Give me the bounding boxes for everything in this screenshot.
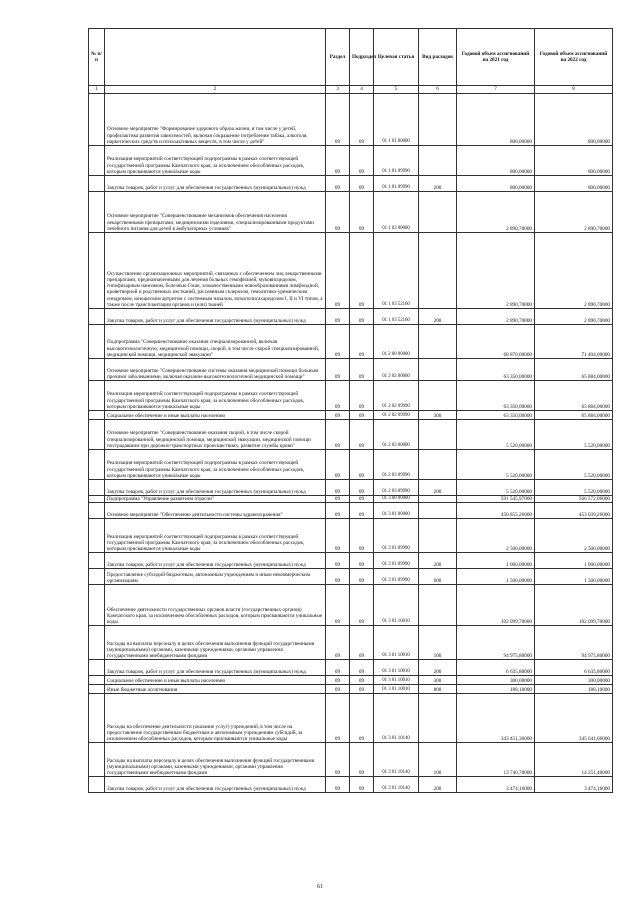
budget-table [88,28,613,793]
cell-num [89,660,105,676]
cell-target-article: 01 3 01 10010 [374,626,419,660]
cell-razdel: 09 [326,569,350,585]
cell-amount-2021: 6 635,80000 [457,660,535,676]
cell-target-article: 01 3 01 10010 [374,685,419,694]
cell-num [89,146,105,176]
cell-amount-2022: 800,00000 [535,146,613,176]
table-row [89,743,613,777]
cell-podrazdel: 09 [350,496,374,503]
cell-amount-2022: 65 884,00000 [535,411,613,420]
cell-amount-2022: 345 641,66000 [535,694,613,743]
cell-amount-2022: 5 520,00000 [535,450,613,480]
cell-num [89,325,105,359]
cell-name: Предоставление субсидий бюджетным, автономным учреждениям и иным некоммерческим организациям [105,569,326,585]
cell-razdel: 09 [326,777,350,793]
cell-razdel: 09 [326,685,350,694]
cell-target-article: 01 3 01 09990 [374,519,419,553]
cell-expense-type [419,233,457,309]
cell-name: Расходы на обеспечение деятельности (оказание услуг) учреждений, в том числе на предоставление государственным бюджетным и автономным учреждениям субсидий, за исключением обособленных расходов, которым присваиваются уникальные коды [105,694,326,743]
col-number: 3 [326,86,350,94]
col-number: 1 [89,86,105,94]
cell-name: Реализация мероприятий соответствующей подпрограммы в рамках соответствующей государственной программы Камчатского края, за исключением обособленных расходов, которым присваиваются уникальные коды [105,450,326,480]
cell-amount-2022: 453 039,26000 [535,503,613,519]
cell-num [89,480,105,496]
cell-expense-type [419,420,457,450]
cell-razdel: 09 [326,519,350,553]
cell-target-article: 01 3 01 10010 [374,660,419,676]
header-target-article: Целевая статья [374,29,419,86]
cell-amount-2021: 63 350,00000 [457,381,535,411]
cell-num [89,777,105,793]
cell-amount-2021: 343 451,36000 [457,694,535,743]
cell-razdel: 09 [326,503,350,519]
table-row [89,359,613,381]
cell-amount-2021: 450 855,26000 [457,503,535,519]
cell-razdel: 09 [326,496,350,503]
header-2022: Годовой объем ассигнований на 2022 год [535,29,613,86]
cell-razdel: 09 [326,694,350,743]
cell-amount-2022: 2 500,00000 [535,519,613,553]
cell-target-article: 01 2 02 09990 [374,411,419,420]
table-row [89,94,613,146]
cell-amount-2022: 14 251,40000 [535,743,613,777]
cell-num [89,685,105,694]
cell-num [89,450,105,480]
cell-amount-2021: 68 870,00000 [457,325,535,359]
table-row [89,777,613,793]
cell-num [89,676,105,685]
cell-razdel: 09 [326,359,350,381]
cell-amount-2021: 800,00000 [457,176,535,192]
cell-amount-2022: 2 890,70000 [535,192,613,233]
cell-amount-2021: 13 740,70000 [457,743,535,777]
cell-expense-type: 200 [419,777,457,793]
cell-podrazdel: 09 [350,569,374,585]
cell-amount-2021: 2 890,70000 [457,309,535,325]
cell-num [89,585,105,626]
cell-expense-type: 300 [419,411,457,420]
cell-expense-type: 200 [419,660,457,676]
header-podrazdel: Подраздел [350,29,374,86]
cell-amount-2022: 94 975,80000 [535,626,613,660]
header-2021: Годовой объем ассигнований на 2021 год [457,29,535,86]
cell-name: Основное мероприятие "Совершенствование оказания скорой, в том числе скорой специализированной, медицинской помощи, медицинской эвакуации, медицинской помощи пострадавшим при дорожно-транспортных происшествиях, развитие службы крови" [105,420,326,450]
cell-expense-type: 200 [419,176,457,192]
cell-razdel: 09 [326,233,350,309]
cell-name: Реализация мероприятий соответствующей подпрограммы в рамках соответствующей государственной программы Камчатского края, за исключением обособленных расходов, которым присваиваются уникальные коды [105,519,326,553]
cell-amount-2022: 300,00000 [535,676,613,685]
cell-name: Реализация мероприятий соответствующей подпрограммы в рамках соответствующей государственной программы Камчатского края, за исключением обособленных расходов, которым присваиваются уникальные коды [105,146,326,176]
header-name [105,29,326,86]
cell-amount-2022: 3 474,16000 [535,777,613,793]
cell-podrazdel: 09 [350,660,374,676]
cell-name: Обеспечение деятельности государственных органов власти (государственных органов) Камчатского края, за исключением обособленных расходов, которым присваиваются уникальные коды [105,585,326,626]
cell-razdel: 09 [326,94,350,146]
cell-amount-2021: 2 500,00000 [457,519,535,553]
cell-podrazdel: 09 [350,626,374,660]
cell-expense-type [419,325,457,359]
cell-expense-type: 800 [419,685,457,694]
cell-num [89,94,105,146]
cell-podrazdel: 09 [350,325,374,359]
cell-expense-type [419,585,457,626]
cell-podrazdel: 09 [350,743,374,777]
cell-expense-type [419,519,457,553]
cell-target-article: 01 2 02 00000 [374,359,419,381]
cell-expense-type [419,381,457,411]
cell-razdel: 09 [326,176,350,192]
cell-num [89,743,105,777]
cell-expense-type [419,450,457,480]
cell-razdel: 09 [326,585,350,626]
cell-podrazdel: 09 [350,233,374,309]
cell-podrazdel: 09 [350,777,374,793]
cell-num [89,176,105,192]
cell-amount-2021: 63 350,00000 [457,411,535,420]
cell-podrazdel: 09 [350,694,374,743]
cell-amount-2021: 800,00000 [457,94,535,146]
table-row [89,411,613,420]
cell-target-article: 01 2 02 09990 [374,381,419,411]
col-number: 5 [374,86,419,94]
cell-name: Подпрограмма "Совершенствование оказания специализированной, включая высокотехнологичную, медицинской помощи, скорой, в том числе скорой специализированной, медицинской помощи, медицинской эвакуации" [105,325,326,359]
cell-expense-type [419,694,457,743]
cell-amount-2021: 3 474,16000 [457,777,535,793]
cell-target-article: 01 3 01 10140 [374,743,419,777]
cell-name: Расходы на выплаты персоналу в целях обеспечения выполнения функций государственными (муниципальными) органами, казенными учреждениями, органами управления государственными внебюджетными фондами [105,743,326,777]
cell-target-article: 01 3 01 09990 [374,553,419,569]
cell-name: Осуществление организационных мероприятий, связанных с обеспечением лиц лекарственными препаратами, предназначенными для лечения больных гемофилией, муковисцидозом, гипофизарным нанизмом, болезнью Гоше, злокачественными новообразованиями лимфоидной, кроветворной и родственных им тканей, рассеянным склерозом, гемолитико-уремическим синдромом, юношеским артритом с системным началом, мукополисахаридозом I, II и VI типов, а также после трансплантации органов и (или) тканей [105,233,326,309]
cell-expense-type [419,146,457,176]
cell-razdel: 09 [326,660,350,676]
cell-podrazdel: 09 [350,309,374,325]
table-row [89,192,613,233]
cell-target-article: 01 3 01 10140 [374,694,419,743]
cell-podrazdel: 09 [350,685,374,694]
cell-amount-2022: 102 099,70000 [535,585,613,626]
cell-podrazdel: 09 [350,411,374,420]
cell-podrazdel: 09 [350,381,374,411]
cell-podrazdel: 09 [350,519,374,553]
cell-amount-2022: 566 572,06000 [535,496,613,503]
cell-target-article: 01 3 01 10010 [374,676,419,685]
cell-expense-type [419,496,457,503]
cell-razdel: 09 [326,420,350,450]
cell-razdel: 09 [326,309,350,325]
cell-name: Основное мероприятие "Формирование здорового образа жизни, в том числе у детей, профилактика развития зависимостей, включая сокращение потребления табака, алкоголя, наркотических средств и психоактивных веществ, в том числе у детей" [105,94,326,146]
cell-target-article: 01 1 01 09990 [374,146,419,176]
table-row [89,420,613,450]
cell-num [89,381,105,411]
cell-num [89,553,105,569]
cell-target-article: 01 1 03 52160 [374,233,419,309]
cell-name: Закупка товаров, работ и услуг для обеспечения государственных (муниципальных) нужд [105,309,326,325]
cell-num [89,496,105,503]
cell-podrazdel: 09 [350,585,374,626]
header-num: № п/п [89,29,105,86]
cell-amount-2021: 5 520,00000 [457,480,535,496]
cell-name: Социальное обеспечение и иные выплаты населению [105,411,326,420]
cell-target-article: 01 1 03 52160 [374,309,419,325]
cell-razdel: 09 [326,411,350,420]
cell-expense-type: 600 [419,569,457,585]
cell-num [89,411,105,420]
cell-amount-2022: 71 404,00000 [535,325,613,359]
cell-amount-2022: 188,10000 [535,685,613,694]
cell-razdel: 09 [326,480,350,496]
cell-target-article: 01 2 03 09990 [374,450,419,480]
col-number: 6 [419,86,457,94]
cell-razdel: 09 [326,743,350,777]
cell-target-article: 01 3 01 00000 [374,503,419,519]
table-row [89,381,613,411]
cell-podrazdel: 09 [350,94,374,146]
cell-target-article: 01 3 01 10010 [374,585,419,626]
cell-expense-type [419,359,457,381]
cell-amount-2022: 1 500,00000 [535,569,613,585]
cell-expense-type: 300 [419,676,457,685]
cell-amount-2021: 591 545,97000 [457,496,535,503]
cell-amount-2022: 65 884,00000 [535,381,613,411]
cell-target-article: 01 1 01 00000 [374,94,419,146]
cell-podrazdel: 09 [350,359,374,381]
cell-podrazdel: 09 [350,553,374,569]
cell-target-article: 01 2 00 00000 [374,325,419,359]
cell-num [89,359,105,381]
cell-podrazdel: 09 [350,503,374,519]
cell-amount-2021: 800,00000 [457,146,535,176]
cell-razdel: 09 [326,381,350,411]
cell-amount-2021: 188,10000 [457,685,535,694]
cell-num [89,192,105,233]
cell-razdel: 09 [326,146,350,176]
cell-name: Закупка товаров, работ и услуг для обеспечения государственных (муниципальных) нужд [105,660,326,676]
cell-num [89,694,105,743]
col-number: 4 [350,86,374,94]
cell-podrazdel: 09 [350,146,374,176]
cell-name: Закупка товаров, работ и услуг для обеспечения государственных (муниципальных) нужд [105,176,326,192]
cell-amount-2021: 5 520,00000 [457,420,535,450]
cell-podrazdel: 09 [350,420,374,450]
cell-target-article: 01 2 03 09990 [374,480,419,496]
table-row [89,676,613,685]
cell-name: Закупка товаров, работ и услуг для обеспечения государственных (муниципальных) нужд [105,777,326,793]
cell-amount-2022: 65 884,00000 [535,359,613,381]
cell-amount-2022: 2 890,70000 [535,309,613,325]
cell-num [89,503,105,519]
cell-amount-2021: 5 520,00000 [457,450,535,480]
cell-amount-2021: 1 500,00000 [457,569,535,585]
cell-name: Подпрограмма "Управление развитием отрасли" [105,496,326,503]
header-row [89,29,613,86]
cell-podrazdel: 09 [350,192,374,233]
cell-name: Расходы на выплаты персоналу в целях обеспечения выполнения функций государственными (муниципальными) органами, казенными учреждениями, органами управления государственными внебюджетными фондами [105,626,326,660]
cell-amount-2021: 1 000,00000 [457,553,535,569]
cell-razdel: 09 [326,450,350,480]
cell-num [89,569,105,585]
cell-target-article: 01 3 01 09990 [374,569,419,585]
cell-amount-2021: 2 890,70000 [457,192,535,233]
cell-amount-2022: 2 890,70000 [535,233,613,309]
cell-expense-type: 200 [419,553,457,569]
cell-expense-type [419,192,457,233]
table-row [89,626,613,660]
table-row [89,694,613,743]
table-row [89,325,613,359]
cell-num [89,420,105,450]
table-row [89,480,613,496]
header-expense-type: Вид расходов [419,29,457,86]
cell-podrazdel: 09 [350,450,374,480]
table-row [89,519,613,553]
cell-target-article: 01 3 01 10140 [374,777,419,793]
table-body [89,94,613,793]
table-row [89,553,613,569]
cell-target-article: 01 3 00 00000 [374,496,419,503]
cell-num [89,519,105,553]
cell-amount-2021: 300,00000 [457,676,535,685]
table-row [89,309,613,325]
table-row [89,496,613,503]
page-number: 61 [317,884,323,890]
cell-num [89,626,105,660]
header-razdel: Раздел [326,29,350,86]
cell-razdel: 09 [326,676,350,685]
cell-razdel: 09 [326,553,350,569]
col-number: 7 [457,86,535,94]
cell-razdel: 09 [326,325,350,359]
column-number-row [89,86,613,94]
cell-amount-2022: 800,00000 [535,94,613,146]
cell-expense-type [419,503,457,519]
cell-num [89,309,105,325]
cell-podrazdel: 09 [350,176,374,192]
cell-podrazdel: 09 [350,480,374,496]
cell-razdel: 09 [326,192,350,233]
table-row [89,176,613,192]
cell-amount-2022: 1 000,00000 [535,553,613,569]
table-row [89,233,613,309]
table-row [89,146,613,176]
col-number: 2 [105,86,326,94]
cell-razdel: 09 [326,626,350,660]
cell-amount-2021: 102 099,70000 [457,585,535,626]
cell-amount-2022: 6 635,80000 [535,660,613,676]
cell-name: Основное мероприятие "Совершенствование системы оказания медицинской помощи больным прочими заболеваниями, включая оказание высокотехнологичной медицинской помощи" [105,359,326,381]
cell-name: Закупка товаров, работ и услуг для обеспечения государственных (муниципальных) нужд [105,553,326,569]
cell-amount-2021: 2 890,70000 [457,233,535,309]
cell-expense-type [419,94,457,146]
cell-target-article: 01 1 03 00000 [374,192,419,233]
cell-name: Закупка товаров, работ и услуг для обеспечения государственных (муниципальных) нужд [105,480,326,496]
table-row [89,585,613,626]
cell-num [89,233,105,309]
cell-target-article: 01 1 01 09990 [374,176,419,192]
cell-amount-2022: 5 520,00000 [535,480,613,496]
cell-expense-type: 100 [419,626,457,660]
cell-name: Социальное обеспечение и иные выплаты населению [105,676,326,685]
cell-target-article: 01 2 03 00000 [374,420,419,450]
cell-expense-type: 200 [419,309,457,325]
cell-amount-2021: 94 975,80000 [457,626,535,660]
cell-expense-type: 200 [419,480,457,496]
cell-expense-type: 100 [419,743,457,777]
cell-amount-2022: 800,00000 [535,176,613,192]
cell-name: Реализация мероприятий соответствующей подпрограммы в рамках соответствующей государственной программы Камчатского края, за исключением обособленных расходов, которым присваиваются уникальные коды [105,381,326,411]
cell-amount-2021: 63 350,00000 [457,359,535,381]
col-number: 8 [535,86,613,94]
table-row [89,685,613,694]
cell-name: Основное мероприятие "Обеспечение деятельности системы здравоохранения" [105,503,326,519]
cell-podrazdel: 09 [350,676,374,685]
cell-name: Иные бюджетные ассигнования [105,685,326,694]
table-row [89,660,613,676]
table-row [89,503,613,519]
table-row [89,450,613,480]
table-row [89,569,613,585]
cell-name: Основное мероприятие "Совершенствование механизмов обеспечения населения лекарственными препаратами, медицинскими изделиями, специализированными продуктами лечебного питания для детей в амбулаторных условиях" [105,192,326,233]
cell-amount-2022: 5 520,00000 [535,420,613,450]
